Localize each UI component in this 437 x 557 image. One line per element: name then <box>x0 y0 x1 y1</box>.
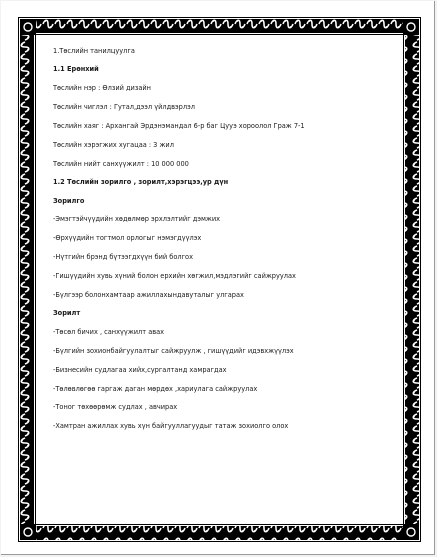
project-direction: Төслийн чиглэл : Гутал,дээл үйлдвэрлэл <box>53 103 195 111</box>
objective-item: -Тоног төхөөрөмж судлах , авчирах <box>53 403 178 411</box>
document-sheet <box>1 1 435 555</box>
document-body <box>53 47 393 517</box>
objective-item: -Хамтран ажиллах хувь хүн байгууллагуудыг татаж зохиолго олох <box>53 422 289 430</box>
objective-item: -Төлөвлөгөө гаргаж даган мөрдөх ,хариулага сайжруулах <box>53 385 258 393</box>
heading-general: 1.1 Ерөнхий <box>53 65 99 73</box>
purpose-item: -Гишүүдийн хувь хүний болон ерхийн хөгжил,мэдлэгийг сайжруулах <box>53 272 296 280</box>
purpose-item: -Эмэгтэйчүүдийн хөдөлмөр эрхлэлтийг дэмжих <box>53 215 221 223</box>
heading-objectives: Зорилт <box>53 309 81 317</box>
objective-item: -Бүлгийн зохионбайгуулалтыг сайжруулж , гишүүдийг идэвхжүүлэх <box>53 347 294 355</box>
heading-intro: 1.Төслийн танилцуулга <box>53 47 135 55</box>
objective-item: -Бизнесийн судлагаа хийх,сургалтанд хамрагдах <box>53 366 227 374</box>
project-funding: Төслийн нийт санхүүжилт : 10 000 000 <box>53 160 189 168</box>
purpose-item: -Нүтгийн брэнд бүтээгдхүүн бий болгох <box>53 253 193 261</box>
objective-item: -Төсөл бичих , санхүүжилт авах <box>53 328 165 336</box>
purpose-item: -Бүлгээр болонхамтаар ажиллахындавуталыг улгарах <box>53 291 244 299</box>
heading-purpose: Зорилго <box>53 197 85 205</box>
purpose-item: -Өрхүүдийн тогтмол орлогыг нэмэгдүүлэх <box>53 234 202 242</box>
project-duration: Төслийн хэрэгжих хугацаа : 3 жил <box>53 141 174 149</box>
heading-goals: 1.2 Төслийн зорилго , зорилт,хэрэгцээ,ур дүн <box>53 178 229 186</box>
project-name: Төслийн нэр : Өлзий дизайн <box>53 84 151 92</box>
project-address: Төслийн хаяг : Архангай Эрдэнэмандал 6-р баг Цууэ хороолол Граж 7-1 <box>53 122 305 130</box>
